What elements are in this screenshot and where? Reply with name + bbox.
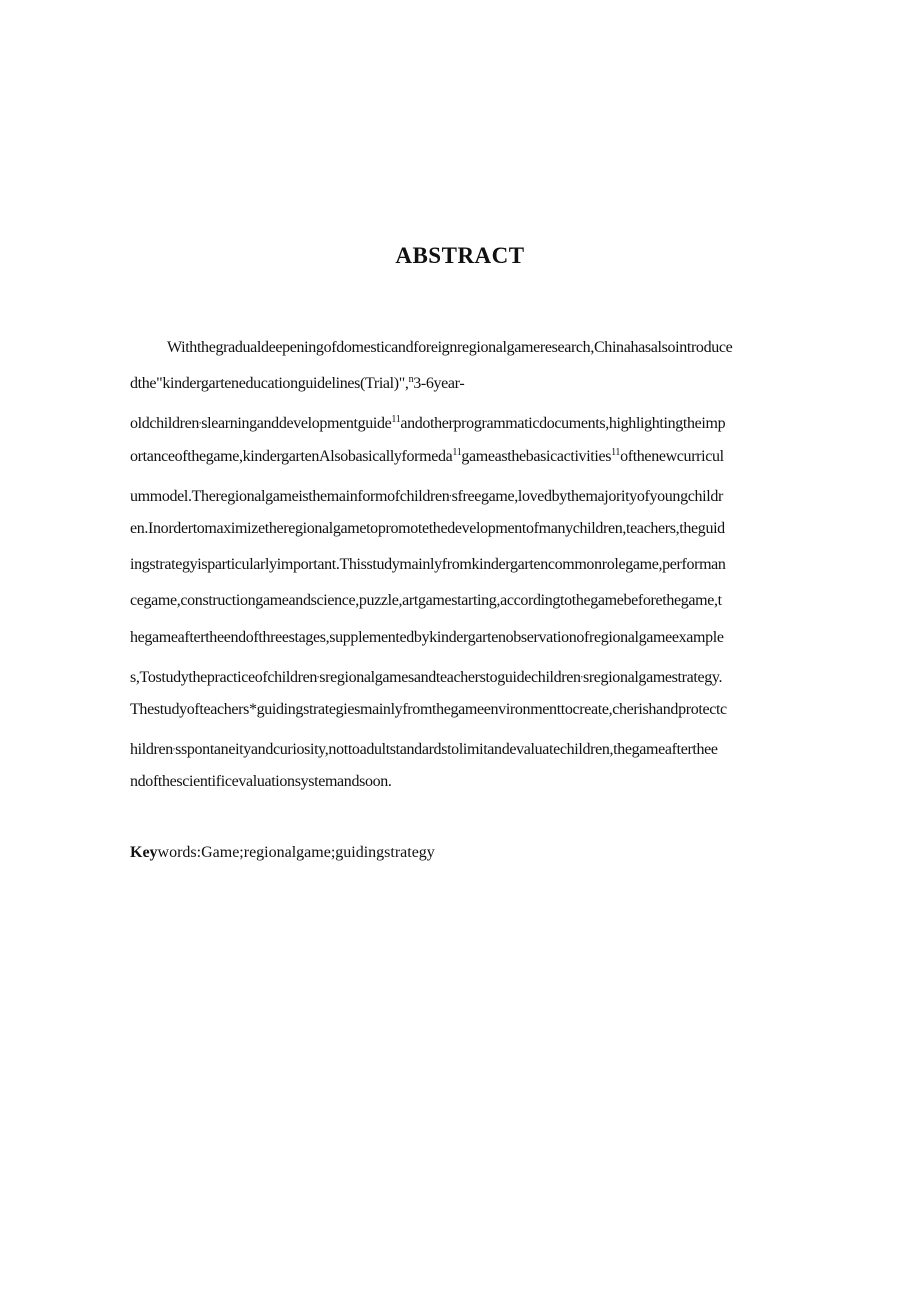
abstract-line [130, 408, 860, 444]
abstract-line [130, 589, 860, 625]
text-run: s,Tostudythepracticeofchildren [130, 668, 317, 686]
text-run: andotherprogrammaticdocuments,highlightingtheimp [400, 415, 726, 433]
abstract-line [130, 372, 860, 408]
keywords-line [130, 844, 435, 862]
text-run: hegameaftertheendofthreestages,supplementedbykindergartenobservationofregionalgameexample [130, 628, 724, 646]
text-run: gameasthebasicactivities [461, 447, 612, 465]
text-run: slearninganddevelopmentguide [201, 415, 392, 433]
abstract-line [130, 662, 860, 698]
superscript-mark: 11 [611, 446, 621, 458]
abstract-body [130, 336, 860, 806]
text-run: sregionalgamestrategy. [582, 668, 723, 686]
text-run: hildren [130, 741, 173, 759]
text-run: en.Inordertomaximizetheregionalgametopromotethedevelopmentofmanychildren,teachers,theguid [130, 519, 725, 537]
text-run: sregionalgamesandteacherstoguidechildren [319, 668, 581, 686]
raised-comma: , [172, 741, 176, 752]
text-run: oldchildren [130, 415, 200, 433]
raised-comma: , [580, 668, 583, 679]
abstract-line [130, 770, 860, 806]
text-run: ofthenewcurricul [620, 447, 724, 465]
abstract-heading: ABSTRACT [395, 243, 525, 268]
abstract-line [130, 553, 860, 589]
text-run: ingstrategyisparticularlyimportant.Thisstudymainlyfromkindergartencommonrolegame,performan [130, 556, 726, 574]
text-run: 3-6year- [413, 375, 465, 393]
raised-comma: , [316, 668, 320, 679]
keywords-text: words:Game;regionalgame;guidingstrategy [157, 844, 435, 861]
text-run: Withthegradualdeepeningofdomesticandforeignregionalgameresearch,Chinahasalsointroduce [167, 339, 733, 356]
text-run: ummodel.Theregionalgameisthemainformofchildren [130, 487, 450, 505]
text-run: Thestudyofteachers*guidingstrategiesmainlyfromthegameenvironmenttocreate,cherishandprotectc [130, 700, 727, 718]
text-run: sfreegame,lovedbythemajorityofyoungchildr [451, 487, 723, 505]
keywords-label: Key [130, 844, 158, 861]
text-run: ndofthescientificevaluationsystemandsoon. [130, 773, 392, 791]
abstract-line [130, 445, 860, 481]
raised-comma: , [199, 415, 202, 426]
superscript-mark: 11 [391, 414, 401, 426]
abstract-line [130, 517, 860, 553]
superscript-mark: 11 [452, 446, 462, 458]
text-run: cegame,constructiongameandscience,puzzle,artgamestarting,accordingtothegamebeforethegame,t [130, 592, 722, 610]
abstract-line [130, 626, 860, 662]
abstract-line [130, 734, 860, 770]
abstract-line [130, 336, 860, 372]
abstract-line [130, 698, 860, 734]
abstract-line [130, 481, 860, 517]
raised-comma: , [449, 487, 452, 498]
text-run: sspontaneityandcuriosity,nottoadultstandardstolimitandevaluatechildren,thegameaftertheе [175, 741, 718, 759]
text-run: ortanceofthegame,kindergartenAlsobasicallyformeda [130, 447, 453, 465]
text-run: dthe"kindergarteneducationguidelines(Trial)", [130, 375, 409, 393]
superscript-mark: n [408, 374, 414, 386]
